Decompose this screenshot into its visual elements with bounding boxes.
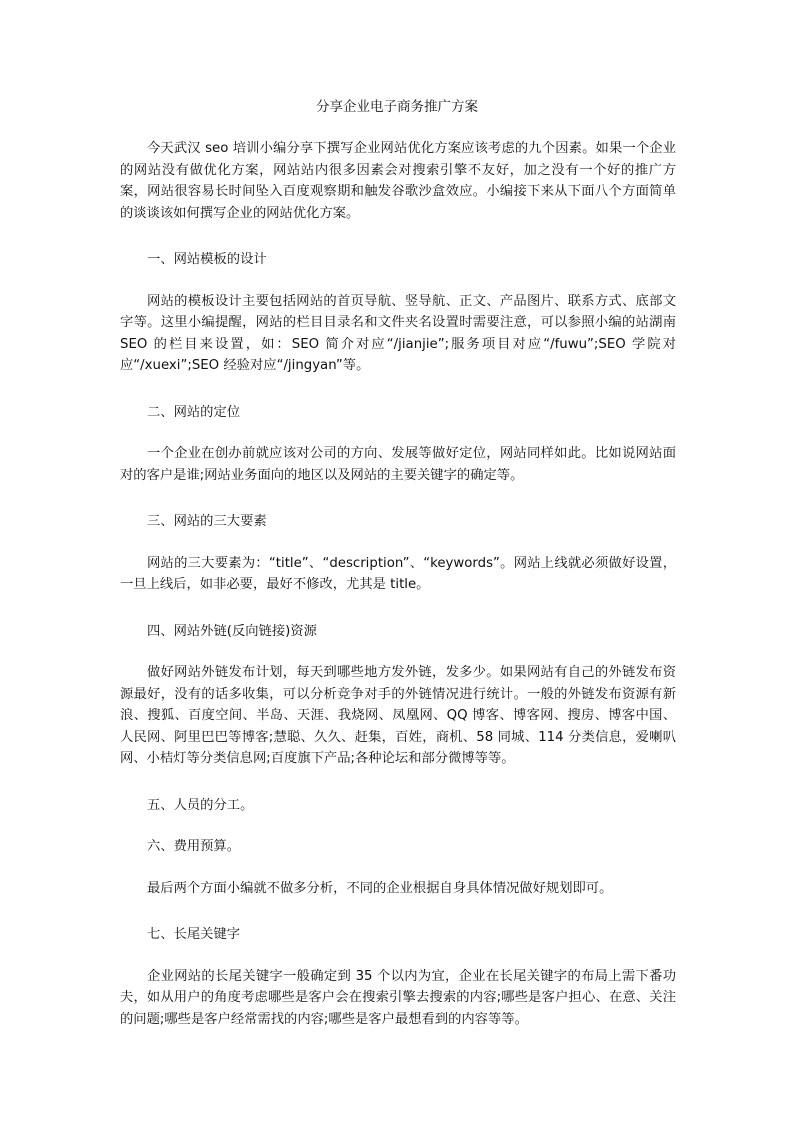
paragraph-template-design: 网站的模板设计主要包括网站的首页导航、竖导航、正文、产品图片、联系方式、底部文字等。这里小编提醒，网站的栏目目录名和文件夹名设置时需要注意，可以参照小编的站湖南 SEO 的栏目来设置，如：SEO 简介对应“/jianjie”;服务项目对应“/fuwu”;SEO 学院对应“/xuexi”;SEO 经验对应“/jingyan”等。 (120, 293, 676, 373)
paragraph-backlinks: 做好网站外链发布计划，每天到哪些地方发外链，发多少。如果网站有自己的外链发布资源最好，没有的话多收集，可以分析竞争对手的外链情况进行统计。一般的外链发布资源有新浪、搜狐、百度空间、半岛、天涯、我烧网、凤凰网、QQ 博客、博客网、搜房、博客中国、人民网、阿里巴巴等博客;慧聪、久久、赶集，百姓，商机、58 同城、114 分类信息，爱喇叭网、小桔灯等分类信息网;百度旗下产品;各种论坛和部分微博等等。 (120, 665, 676, 766)
section-heading-3: 三、网站的三大要素 (147, 514, 267, 529)
paragraph-summary: 最后两个方面小编就不做多分析，不同的企业根据自身具体情况做好规划即可。 (147, 880, 613, 896)
section-heading-2: 二、网站的定位 (147, 404, 241, 420)
section-heading-4: 四、网站外链(反向链接)资源 (147, 623, 317, 639)
document-body (120, 138, 676, 1030)
paragraph-positioning: 一个企业在创办前就应该对公司的方向、发展等做好定位，网站同样如此。比如说网站面对的客户是谁;网站业务面向的地区以及网站的主要关键字的确定等。 (120, 446, 676, 483)
paragraph-three-elements: 网站的三大要素为：“title”、“description”、“keywords”。网站上线就必须做好设置，一旦上线后，如非必要，最好不修改，尤其是 title。 (120, 555, 676, 592)
section-heading-6: 六、费用预算。 (147, 839, 241, 854)
section-heading-5: 五、人员的分工。 (147, 797, 254, 813)
paragraph-intro: 今天武汉 seo 培训小编分享下撰写企业网站优化方案应该考虑的九个因素。如果一个企业的网站没有做优化方案，网站站内很多因素会对搜索引擎不友好，加之没有一个好的推广方案，网站很容易长时间坠入百度观察期和触发谷歌沙盒效应。小编接下来从下面八个方面简单的谈谈该如何撰写企业的网站优化方案。 (120, 141, 676, 221)
paragraph-long-tail-keywords: 企业网站的长尾关键字一般确定到 35 个以内为宜，企业在长尾关键字的布局上需下番功夫，如从用户的角度考虑哪些是客户会在搜索引擎去搜索的内容;哪些是客户担心、在意、关注的问题;哪些是客户经常需找的内容;哪些是客户最想看到的内容等等。 (120, 968, 676, 1027)
document-title: 分享企业电子商务推广方案 (316, 99, 478, 115)
section-heading-1: 一、网站模板的设计 (147, 252, 267, 267)
section-heading-7: 七、长尾关键字 (147, 927, 241, 942)
